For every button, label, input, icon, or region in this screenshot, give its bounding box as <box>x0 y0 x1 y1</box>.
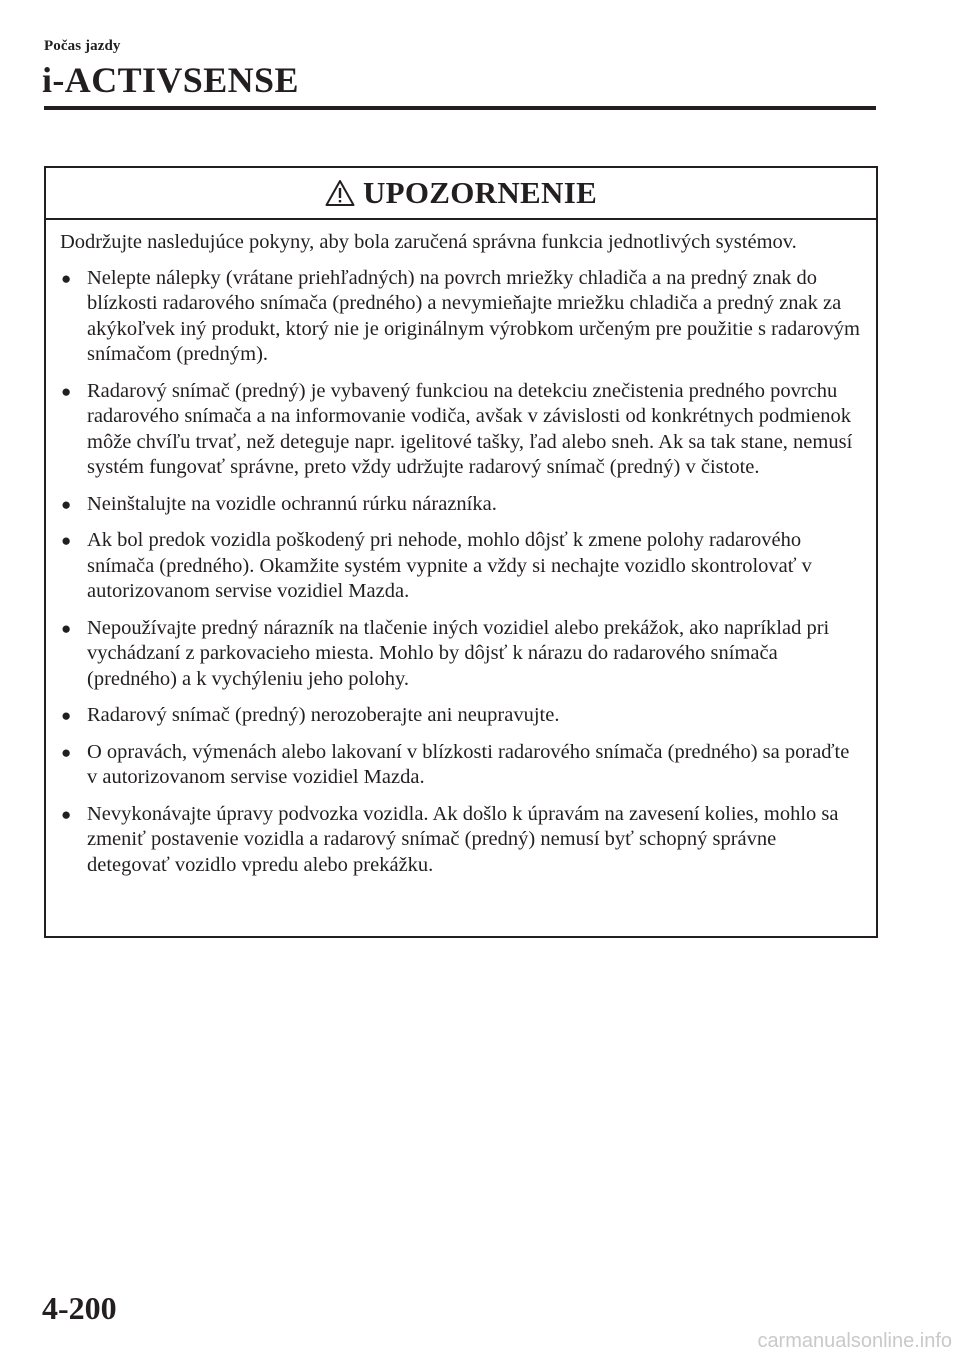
bullet-icon: ● <box>61 804 72 824</box>
caution-body <box>46 220 876 878</box>
list-item-text: Nepoužívajte predný nárazník na tlačenie iných vozidiel alebo prekážok, ako napríklad pri vychádzaní z parkovacieho miesta. Mohlo by dôjsť k nárazu do radarového snímača (predného) a k vychýleniu jeho polohy. <box>87 616 830 690</box>
bullet-icon: ● <box>61 268 72 288</box>
list-item <box>60 492 862 518</box>
bullet-icon: ● <box>61 494 72 514</box>
section-label: Počas jazdy <box>44 38 121 54</box>
bullet-icon: ● <box>61 381 72 401</box>
list-item-text: O opravách, výmenách alebo lakovaní v blízkosti radarového snímača (predného) sa poraďte v autorizovanom servise vozidiel Mazda. <box>87 740 850 788</box>
bullet-icon: ● <box>61 742 72 762</box>
list-item <box>60 616 862 693</box>
list-item <box>60 703 862 729</box>
watermark: carmanualsonline.info <box>757 1330 952 1352</box>
list-item-text: Nevykonávajte úpravy podvozka vozidla. Ak došlo k úpravám na zavesení kolies, mohlo sa zmeniť postavenie vozidla a radarový snímač (predný) nemusí byť schopný správne detegovať vozidlo vpredu alebo prekážku. <box>87 802 839 876</box>
bullet-icon: ● <box>61 531 72 550</box>
list-item <box>60 379 862 481</box>
caution-header <box>46 168 876 220</box>
list-item-text: Ak bol predok vozidla poškodený pri nehode, mohlo dôjsť k zmene polohy radarového snímača (predného). Okamžite systém vypnite a vždy si nechajte vozidlo skontrolovať v autorizovanom servise vozidiel Mazda. <box>87 529 812 602</box>
bullet-icon: ● <box>61 618 72 638</box>
caution-box <box>44 166 878 938</box>
list-item <box>60 528 862 605</box>
list-item-text: Radarový snímač (predný) nerozoberajte ani neupravujte. <box>87 704 560 726</box>
list-item <box>60 740 862 791</box>
caution-title: UPOZORNENIE <box>362 175 598 210</box>
bullet-icon: ● <box>61 706 72 725</box>
caution-list <box>60 266 862 879</box>
title-divider <box>44 106 876 110</box>
caution-intro: Dodržujte nasledujúce pokyny, aby bola zaručená správna funkcia jednotlivých systémov. <box>60 231 797 253</box>
list-item-text: Neinštalujte na vozidle ochrannú rúrku nárazníka. <box>87 492 497 515</box>
list-item-text: Radarový snímač (predný) je vybavený funkciou na detekciu znečistenia predného povrchu radarového snímača a na informovanie vodiča, avšak v závislosti od konkrétnych podmienok môže chvíľu trvať, než deteguje napr. igelitové tašky, ľad alebo sneh. Ak sa tak stane, nemusí systém fungovať správne, preto vždy udržujte radarový snímač (predný) v čistote. <box>87 379 853 478</box>
list-item-text: Nelepte nálepky (vrátane priehľadných) na povrch mriežky chladiča a na predný znak do blízkosti radarového snímača (predného) a nevymieňajte mriežku chladiča a predný znak za akýkoľvek iný produkt, ktorý nie je originálnym výrobkom určeným pre použitie s radarovým snímačom (predným). <box>87 266 860 365</box>
page-title: i-ACTIVSENSE <box>42 60 299 100</box>
list-item <box>60 266 862 368</box>
warning-triangle-icon <box>325 179 355 207</box>
page-number: 4-200 <box>42 1290 117 1326</box>
list-item <box>60 802 862 879</box>
